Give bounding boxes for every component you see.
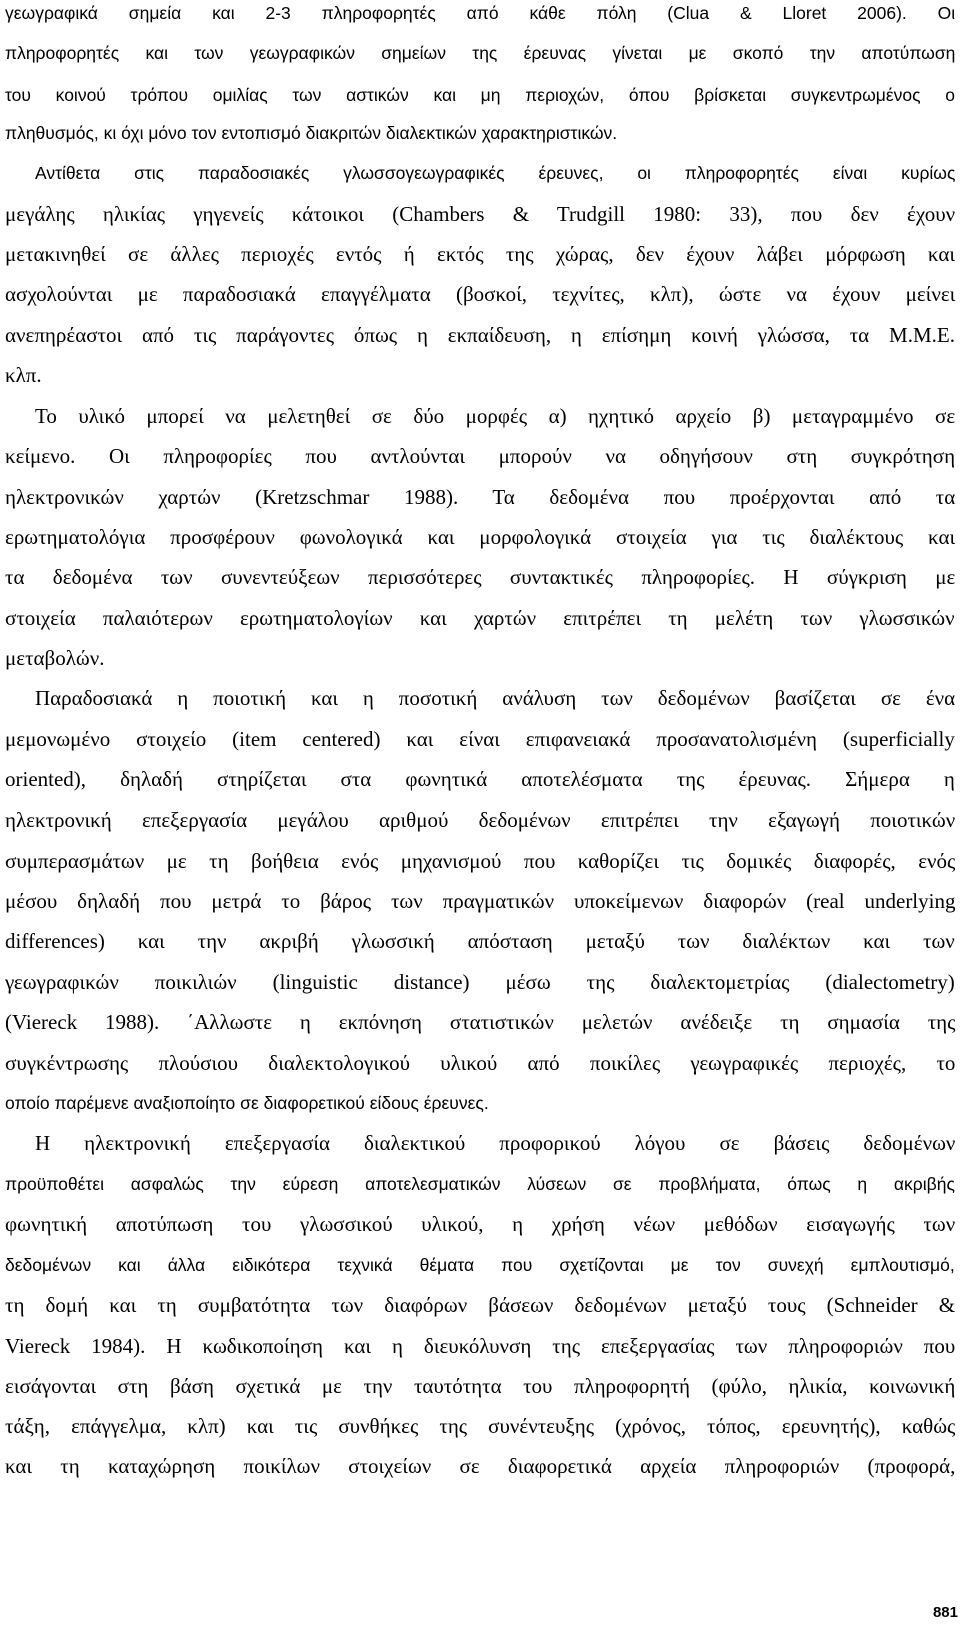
text-line: μεγάλης ηλικίας γηγενείς κάτοικοι (Chambers & Trudgill 1980: 33), που δεν έχουν	[5, 202, 956, 226]
text-line: μέσου δηλαδή που μετρά το βάρος των πραγματικών υποκείμενων διαφορών (real underlying	[5, 889, 956, 913]
text-line: φωνητική αποτύπωση του γλωσσικού υλικού, η χρήση νέων μεθόδων εισαγωγής των	[5, 1212, 956, 1236]
text-line: κλπ.	[5, 363, 42, 387]
text-line: δεδομένων και άλλα ειδικότερα τεχνικά θέματα που σχετίζονται με τον συνεχή εμπλουτισμό,	[5, 1255, 955, 1275]
text-line: πληροφορητές και των γεωγραφικών σημείων της έρευνας γίνεται με σκοπό την αποτύπωση	[5, 43, 956, 63]
text-line: Viereck 1984). Η κωδικοποίηση και η διευκόλυνση της επεξεργασίας των πληροφοριών που	[5, 1334, 956, 1358]
text-line: συμπερασμάτων με τη βοήθεια ενός μηχανισμού που καθορίζει τις δομικές διαφορές, ενός	[5, 849, 956, 873]
text-line: του κοινού τρόπου ομιλίας των αστικών και μη περιοχών, όπου βρίσκεται συγκεντρωμένος ο	[5, 85, 955, 105]
text-line: ανεπηρέαστοι από τις παράγοντες όπως η εκπαίδευση, η επίσημη κοινή γλώσσα, τα Μ.Μ.Ε.	[5, 323, 955, 347]
text-line: γεωγραφικά σημεία και 2-3 πληροφορητές από κάθε πόλη (Clua & Lloret 2006). Οι	[5, 3, 956, 23]
text-line: μεταβολών.	[5, 646, 105, 670]
text-line: ηλεκτρονική επεξεργασία μεγάλου αριθμού δεδομένων επιτρέπει την εξαγωγή ποιοτικών	[5, 808, 956, 832]
text-line: ηλεκτρονικών χαρτών (Kretzschmar 1988). Τα δεδομένα που προέρχονται από τα	[5, 485, 956, 509]
text-line: (Viereck 1988). ΄Αλλωστε η εκπόνηση στατιστικών μελετών ανέδειξε τη σημασία της	[5, 1010, 956, 1034]
page-number: 881	[932, 1604, 958, 1621]
text-line: τα δεδομένα των συνεντεύξεων περισσότερες συντακτικές πληροφορίες. Η σύγκριση με	[5, 565, 956, 589]
text-line: οποίο παρέμενε αναξιοποίητο σε διαφορετικού είδους έρευνες.	[5, 1093, 489, 1113]
text-line: ασχολούνται με παραδοσιακά επαγγέλματα (βοσκοί, τεχνίτες, κλπ), ώστε να έχουν μείνει	[5, 282, 956, 306]
text-line: oriented), δηλαδή στηρίζεται στα φωνητικά αποτελέσματα της έρευνας. Σήμερα η	[5, 767, 955, 791]
text-line: μετακινηθεί σε άλλες περιοχές εντός ή εκτός της χώρας, δεν έχουν λάβει μόρφωση και	[5, 242, 955, 266]
text-line: differences) και την ακριβή γλωσσική απόσταση μεταξύ των διαλέκτων και των	[5, 929, 955, 953]
text-line: μεμονωμένο στοιχείο (item centered) και είναι επιφανειακά προσανατολισμένη (superficially	[5, 727, 955, 751]
text-line: και τη καταχώρηση ποικίλων στοιχείων σε διαφορετικά αρχεία πληροφοριών (προφορά,	[5, 1454, 956, 1478]
text-line: πληθυσμός, κι όχι μόνο τον εντοπισμό διακριτών διαλεκτικών χαρακτηριστικών.	[5, 123, 618, 143]
text-line: στοιχεία παλαιότερων ερωτηματολογίων και χαρτών επιτρέπει τη μελέτη των γλωσσικών	[5, 606, 955, 630]
text-line: Το υλικό μπορεί να μελετηθεί σε δύο μορφές α) ηχητικό αρχείο β) μεταγραμμένο σε	[35, 404, 956, 428]
text-line: τάξη, επάγγελμα, κλπ) και τις συνθήκες της συνέντευξης (χρόνος, τόπος, ερευνητής), καθώς	[5, 1414, 956, 1438]
text-line: τη δομή και τη συμβατότητα των διαφόρων βάσεων δεδομένων μεταξύ τους (Schneider &	[5, 1293, 956, 1317]
text-line: Αντίθετα στις παραδοσιακές γλωσσογεωγραφικές έρευνες, οι πληροφορητές είναι κυρίως	[35, 163, 956, 183]
text-line: συγκέντρωσης πλούσιου διαλεκτολογικού υλικού από ποικίλες γεωγραφικές περιοχές, το	[5, 1051, 956, 1075]
text-line: εισάγονται στη βάση σχετικά με την ταυτότητα του πληροφορητή (φύλο, ηλικία, κοινωνική	[5, 1374, 956, 1398]
text-line: γεωγραφικών ποικιλιών (linguistic distance) μέσω της διαλεκτομετρίας (dialectometry)	[5, 970, 955, 994]
text-line: Παραδοσιακά η ποιοτική και η ποσοτική ανάλυση των δεδομένων βασίζεται σε ένα	[35, 686, 956, 710]
text-line: κείμενο. Οι πληροφορίες που αντλούνται μπορούν να οδηγήσουν στη συγκρότηση	[5, 444, 956, 468]
text-line: ερωτηματολόγια προσφέρουν φωνολογικά και μορφολογικά στοιχεία για τις διαλέκτους και	[5, 525, 956, 549]
text-line: προϋποθέτει ασφαλώς την εύρεση αποτελεσματικών λύσεων σε προβλήματα, όπως η ακριβής	[5, 1174, 955, 1194]
text-line: Η ηλεκτρονική επεξεργασία διαλεκτικού προφορικού λόγου σε βάσεις δεδομένων	[35, 1131, 956, 1155]
